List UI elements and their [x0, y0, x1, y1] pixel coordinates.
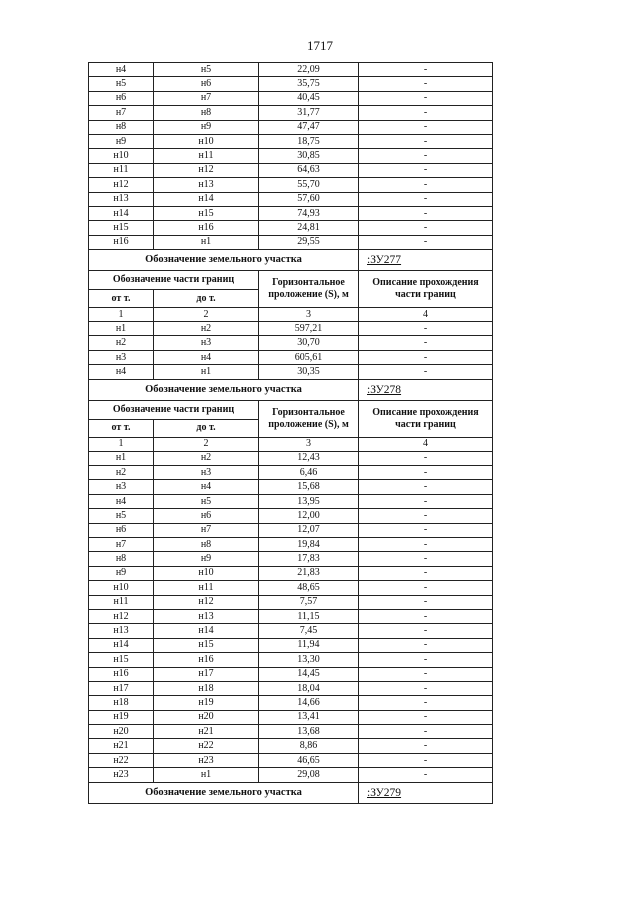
distance-cell: 17,83 — [259, 552, 359, 566]
parcel-designation-label: Обозначение земельного участка — [89, 250, 359, 271]
description-header: Описание прохождения части границ — [359, 400, 493, 437]
parcel-title-row — [89, 379, 493, 400]
table-row — [89, 653, 493, 667]
distance-cell: 64,63 — [259, 163, 359, 177]
distance-cell: 46,65 — [259, 753, 359, 767]
to-point-cell: н21 — [154, 725, 259, 739]
distance-cell: 30,35 — [259, 365, 359, 379]
from-point-cell: н15 — [89, 221, 154, 235]
distance-cell: 7,45 — [259, 624, 359, 638]
distance-cell: 11,15 — [259, 609, 359, 623]
table-row — [89, 451, 493, 465]
boundary-table-sheet — [88, 62, 492, 804]
from-point-cell: н18 — [89, 696, 154, 710]
from-point-cell: н5 — [89, 509, 154, 523]
description-cell: - — [359, 466, 493, 480]
table-row — [89, 206, 493, 220]
to-point-cell: н6 — [154, 509, 259, 523]
from-point-cell: н8 — [89, 552, 154, 566]
distance-cell: 14,45 — [259, 667, 359, 681]
parcel-title-row — [89, 782, 493, 803]
description-cell: - — [359, 753, 493, 767]
distance-cell: 21,83 — [259, 566, 359, 580]
to-point-header: до т. — [154, 419, 259, 437]
distance-cell: 74,93 — [259, 206, 359, 220]
table-row — [89, 336, 493, 350]
description-cell: - — [359, 63, 493, 77]
distance-cell: 48,65 — [259, 581, 359, 595]
description-cell: - — [359, 696, 493, 710]
from-point-cell: н4 — [89, 365, 154, 379]
distance-cell: 31,77 — [259, 106, 359, 120]
parcel-designation-label: Обозначение земельного участка — [89, 379, 359, 400]
description-cell: - — [359, 609, 493, 623]
table-row — [89, 681, 493, 695]
table-row — [89, 350, 493, 364]
column-index-cell: 3 — [259, 437, 359, 451]
description-cell: - — [359, 178, 493, 192]
distance-cell: 29,08 — [259, 768, 359, 782]
to-point-cell: н19 — [154, 696, 259, 710]
to-point-cell: н7 — [154, 523, 259, 537]
to-point-cell: н5 — [154, 63, 259, 77]
to-point-cell: н10 — [154, 566, 259, 580]
distance-cell: 47,47 — [259, 120, 359, 134]
from-point-cell: н19 — [89, 710, 154, 724]
description-cell: - — [359, 120, 493, 134]
to-point-cell: н12 — [154, 163, 259, 177]
distance-cell: 24,81 — [259, 221, 359, 235]
table-row — [89, 494, 493, 508]
distance-cell: 13,68 — [259, 725, 359, 739]
table-row — [89, 624, 493, 638]
to-point-header: до т. — [154, 290, 259, 308]
header-row — [89, 400, 493, 419]
from-point-cell: н4 — [89, 63, 154, 77]
table-row — [89, 192, 493, 206]
description-cell: - — [359, 537, 493, 551]
to-point-cell: н16 — [154, 221, 259, 235]
from-point-cell: н9 — [89, 134, 154, 148]
description-cell: - — [359, 451, 493, 465]
to-point-cell: н13 — [154, 609, 259, 623]
from-point-cell: н15 — [89, 653, 154, 667]
description-cell: - — [359, 106, 493, 120]
table-row — [89, 163, 493, 177]
description-cell: - — [359, 149, 493, 163]
distance-cell: 29,55 — [259, 235, 359, 249]
horizontal-projection-header: Горизонтальное проложение (S), м — [259, 400, 359, 437]
parcel-designation-label: Обозначение земельного участка — [89, 782, 359, 803]
description-cell: - — [359, 595, 493, 609]
distance-cell: 30,70 — [259, 336, 359, 350]
distance-cell: 40,45 — [259, 91, 359, 105]
to-point-cell: н10 — [154, 134, 259, 148]
to-point-cell: н13 — [154, 178, 259, 192]
boundary-part-header: Обозначение части границ — [89, 271, 259, 290]
distance-cell: 13,41 — [259, 710, 359, 724]
parcel-code: :ЗУ279 — [359, 782, 493, 803]
to-point-cell: н15 — [154, 638, 259, 652]
to-point-cell: н9 — [154, 120, 259, 134]
to-point-cell: н5 — [154, 494, 259, 508]
from-point-cell: н9 — [89, 566, 154, 580]
table-row — [89, 509, 493, 523]
table-row — [89, 739, 493, 753]
to-point-cell: н2 — [154, 322, 259, 336]
description-cell: - — [359, 206, 493, 220]
table-row — [89, 667, 493, 681]
from-point-cell: н4 — [89, 494, 154, 508]
from-point-cell: н14 — [89, 206, 154, 220]
distance-cell: 605,61 — [259, 350, 359, 364]
parcel-title-row — [89, 250, 493, 271]
from-point-cell: н11 — [89, 163, 154, 177]
to-point-cell: н12 — [154, 595, 259, 609]
description-cell: - — [359, 509, 493, 523]
table-row — [89, 365, 493, 379]
from-point-cell: н20 — [89, 725, 154, 739]
to-point-cell: н4 — [154, 480, 259, 494]
to-point-cell: н17 — [154, 667, 259, 681]
distance-cell: 13,95 — [259, 494, 359, 508]
to-point-cell: н20 — [154, 710, 259, 724]
from-point-header: от т. — [89, 419, 154, 437]
from-point-cell: н1 — [89, 451, 154, 465]
to-point-cell: н14 — [154, 192, 259, 206]
description-cell: - — [359, 235, 493, 249]
to-point-cell: н6 — [154, 77, 259, 91]
description-cell: - — [359, 581, 493, 595]
from-point-cell: н10 — [89, 149, 154, 163]
to-point-cell: н11 — [154, 581, 259, 595]
description-cell: - — [359, 494, 493, 508]
to-point-cell: н3 — [154, 466, 259, 480]
from-point-cell: н14 — [89, 638, 154, 652]
description-cell: - — [359, 710, 493, 724]
column-index-cell: 1 — [89, 437, 154, 451]
from-point-cell: н11 — [89, 595, 154, 609]
boundary-table-body — [89, 63, 493, 804]
distance-cell: 13,30 — [259, 653, 359, 667]
description-cell: - — [359, 768, 493, 782]
description-cell: - — [359, 163, 493, 177]
table-row — [89, 523, 493, 537]
table-row — [89, 710, 493, 724]
distance-cell: 22,09 — [259, 63, 359, 77]
to-point-cell: н16 — [154, 653, 259, 667]
from-point-cell: н22 — [89, 753, 154, 767]
column-index-cell: 2 — [154, 437, 259, 451]
column-index-row — [89, 437, 493, 451]
to-point-cell: н9 — [154, 552, 259, 566]
table-row — [89, 120, 493, 134]
table-row — [89, 149, 493, 163]
table-row — [89, 91, 493, 105]
from-point-cell: н12 — [89, 609, 154, 623]
from-point-cell: н2 — [89, 336, 154, 350]
to-point-cell: н7 — [154, 91, 259, 105]
description-cell: - — [359, 365, 493, 379]
distance-cell: 55,70 — [259, 178, 359, 192]
column-index-cell: 4 — [359, 437, 493, 451]
distance-cell: 11,94 — [259, 638, 359, 652]
table-row — [89, 609, 493, 623]
from-point-cell: н6 — [89, 523, 154, 537]
table-row — [89, 753, 493, 767]
from-point-cell: н3 — [89, 350, 154, 364]
distance-cell: 30,85 — [259, 149, 359, 163]
table-row — [89, 221, 493, 235]
distance-cell: 57,60 — [259, 192, 359, 206]
to-point-cell: н1 — [154, 768, 259, 782]
table-row — [89, 696, 493, 710]
from-point-cell: н17 — [89, 681, 154, 695]
column-index-row — [89, 308, 493, 322]
table-row — [89, 322, 493, 336]
parcel-code: :ЗУ277 — [359, 250, 493, 271]
to-point-cell: н8 — [154, 106, 259, 120]
table-row — [89, 235, 493, 249]
description-cell: - — [359, 638, 493, 652]
description-cell: - — [359, 91, 493, 105]
to-point-cell: н14 — [154, 624, 259, 638]
to-point-cell: н23 — [154, 753, 259, 767]
table-row — [89, 595, 493, 609]
header-row — [89, 271, 493, 290]
table-row — [89, 725, 493, 739]
description-cell: - — [359, 221, 493, 235]
distance-cell: 12,07 — [259, 523, 359, 537]
table-row — [89, 63, 493, 77]
description-cell: - — [359, 624, 493, 638]
from-point-cell: н7 — [89, 106, 154, 120]
description-cell: - — [359, 77, 493, 91]
from-point-header: от т. — [89, 290, 154, 308]
from-point-cell: н13 — [89, 624, 154, 638]
description-cell: - — [359, 566, 493, 580]
from-point-cell: н23 — [89, 768, 154, 782]
to-point-cell: н22 — [154, 739, 259, 753]
from-point-cell: н16 — [89, 667, 154, 681]
table-row — [89, 134, 493, 148]
description-cell: - — [359, 552, 493, 566]
description-cell: - — [359, 667, 493, 681]
table-row — [89, 638, 493, 652]
from-point-cell: н13 — [89, 192, 154, 206]
to-point-cell: н4 — [154, 350, 259, 364]
description-cell: - — [359, 739, 493, 753]
parcel-code: :ЗУ278 — [359, 379, 493, 400]
table-row — [89, 466, 493, 480]
from-point-cell: н1 — [89, 322, 154, 336]
description-header: Описание прохождения части границ — [359, 271, 493, 308]
to-point-cell: н15 — [154, 206, 259, 220]
distance-cell: 12,43 — [259, 451, 359, 465]
distance-cell: 19,84 — [259, 537, 359, 551]
from-point-cell: н7 — [89, 537, 154, 551]
column-index-cell: 1 — [89, 308, 154, 322]
to-point-cell: н1 — [154, 365, 259, 379]
distance-cell: 597,21 — [259, 322, 359, 336]
distance-cell: 35,75 — [259, 77, 359, 91]
table-row — [89, 581, 493, 595]
boundary-table — [88, 62, 493, 804]
from-point-cell: н21 — [89, 739, 154, 753]
page-number: 1717 — [307, 38, 333, 53]
from-point-cell: н16 — [89, 235, 154, 249]
description-cell: - — [359, 322, 493, 336]
table-row — [89, 77, 493, 91]
description-cell: - — [359, 523, 493, 537]
distance-cell: 12,00 — [259, 509, 359, 523]
description-cell: - — [359, 653, 493, 667]
column-index-cell: 4 — [359, 308, 493, 322]
distance-cell: 18,75 — [259, 134, 359, 148]
column-index-cell: 2 — [154, 308, 259, 322]
distance-cell: 15,68 — [259, 480, 359, 494]
description-cell: - — [359, 350, 493, 364]
distance-cell: 6,46 — [259, 466, 359, 480]
from-point-cell: н3 — [89, 480, 154, 494]
to-point-cell: н8 — [154, 537, 259, 551]
description-cell: - — [359, 134, 493, 148]
table-row — [89, 768, 493, 782]
from-point-cell: н5 — [89, 77, 154, 91]
table-row — [89, 566, 493, 580]
table-row — [89, 178, 493, 192]
from-point-cell: н6 — [89, 91, 154, 105]
description-cell: - — [359, 336, 493, 350]
to-point-cell: н3 — [154, 336, 259, 350]
description-cell: - — [359, 192, 493, 206]
boundary-part-header: Обозначение части границ — [89, 400, 259, 419]
to-point-cell: н11 — [154, 149, 259, 163]
table-row — [89, 106, 493, 120]
column-index-cell: 3 — [259, 308, 359, 322]
distance-cell: 8,86 — [259, 739, 359, 753]
distance-cell: 18,04 — [259, 681, 359, 695]
horizontal-projection-header: Горизонтальное проложение (S), м — [259, 271, 359, 308]
description-cell: - — [359, 480, 493, 494]
from-point-cell: н10 — [89, 581, 154, 595]
table-row — [89, 537, 493, 551]
to-point-cell: н2 — [154, 451, 259, 465]
to-point-cell: н18 — [154, 681, 259, 695]
to-point-cell: н1 — [154, 235, 259, 249]
from-point-cell: н12 — [89, 178, 154, 192]
description-cell: - — [359, 681, 493, 695]
description-cell: - — [359, 725, 493, 739]
table-row — [89, 480, 493, 494]
from-point-cell: н2 — [89, 466, 154, 480]
table-row — [89, 552, 493, 566]
from-point-cell: н8 — [89, 120, 154, 134]
distance-cell: 7,57 — [259, 595, 359, 609]
distance-cell: 14,66 — [259, 696, 359, 710]
